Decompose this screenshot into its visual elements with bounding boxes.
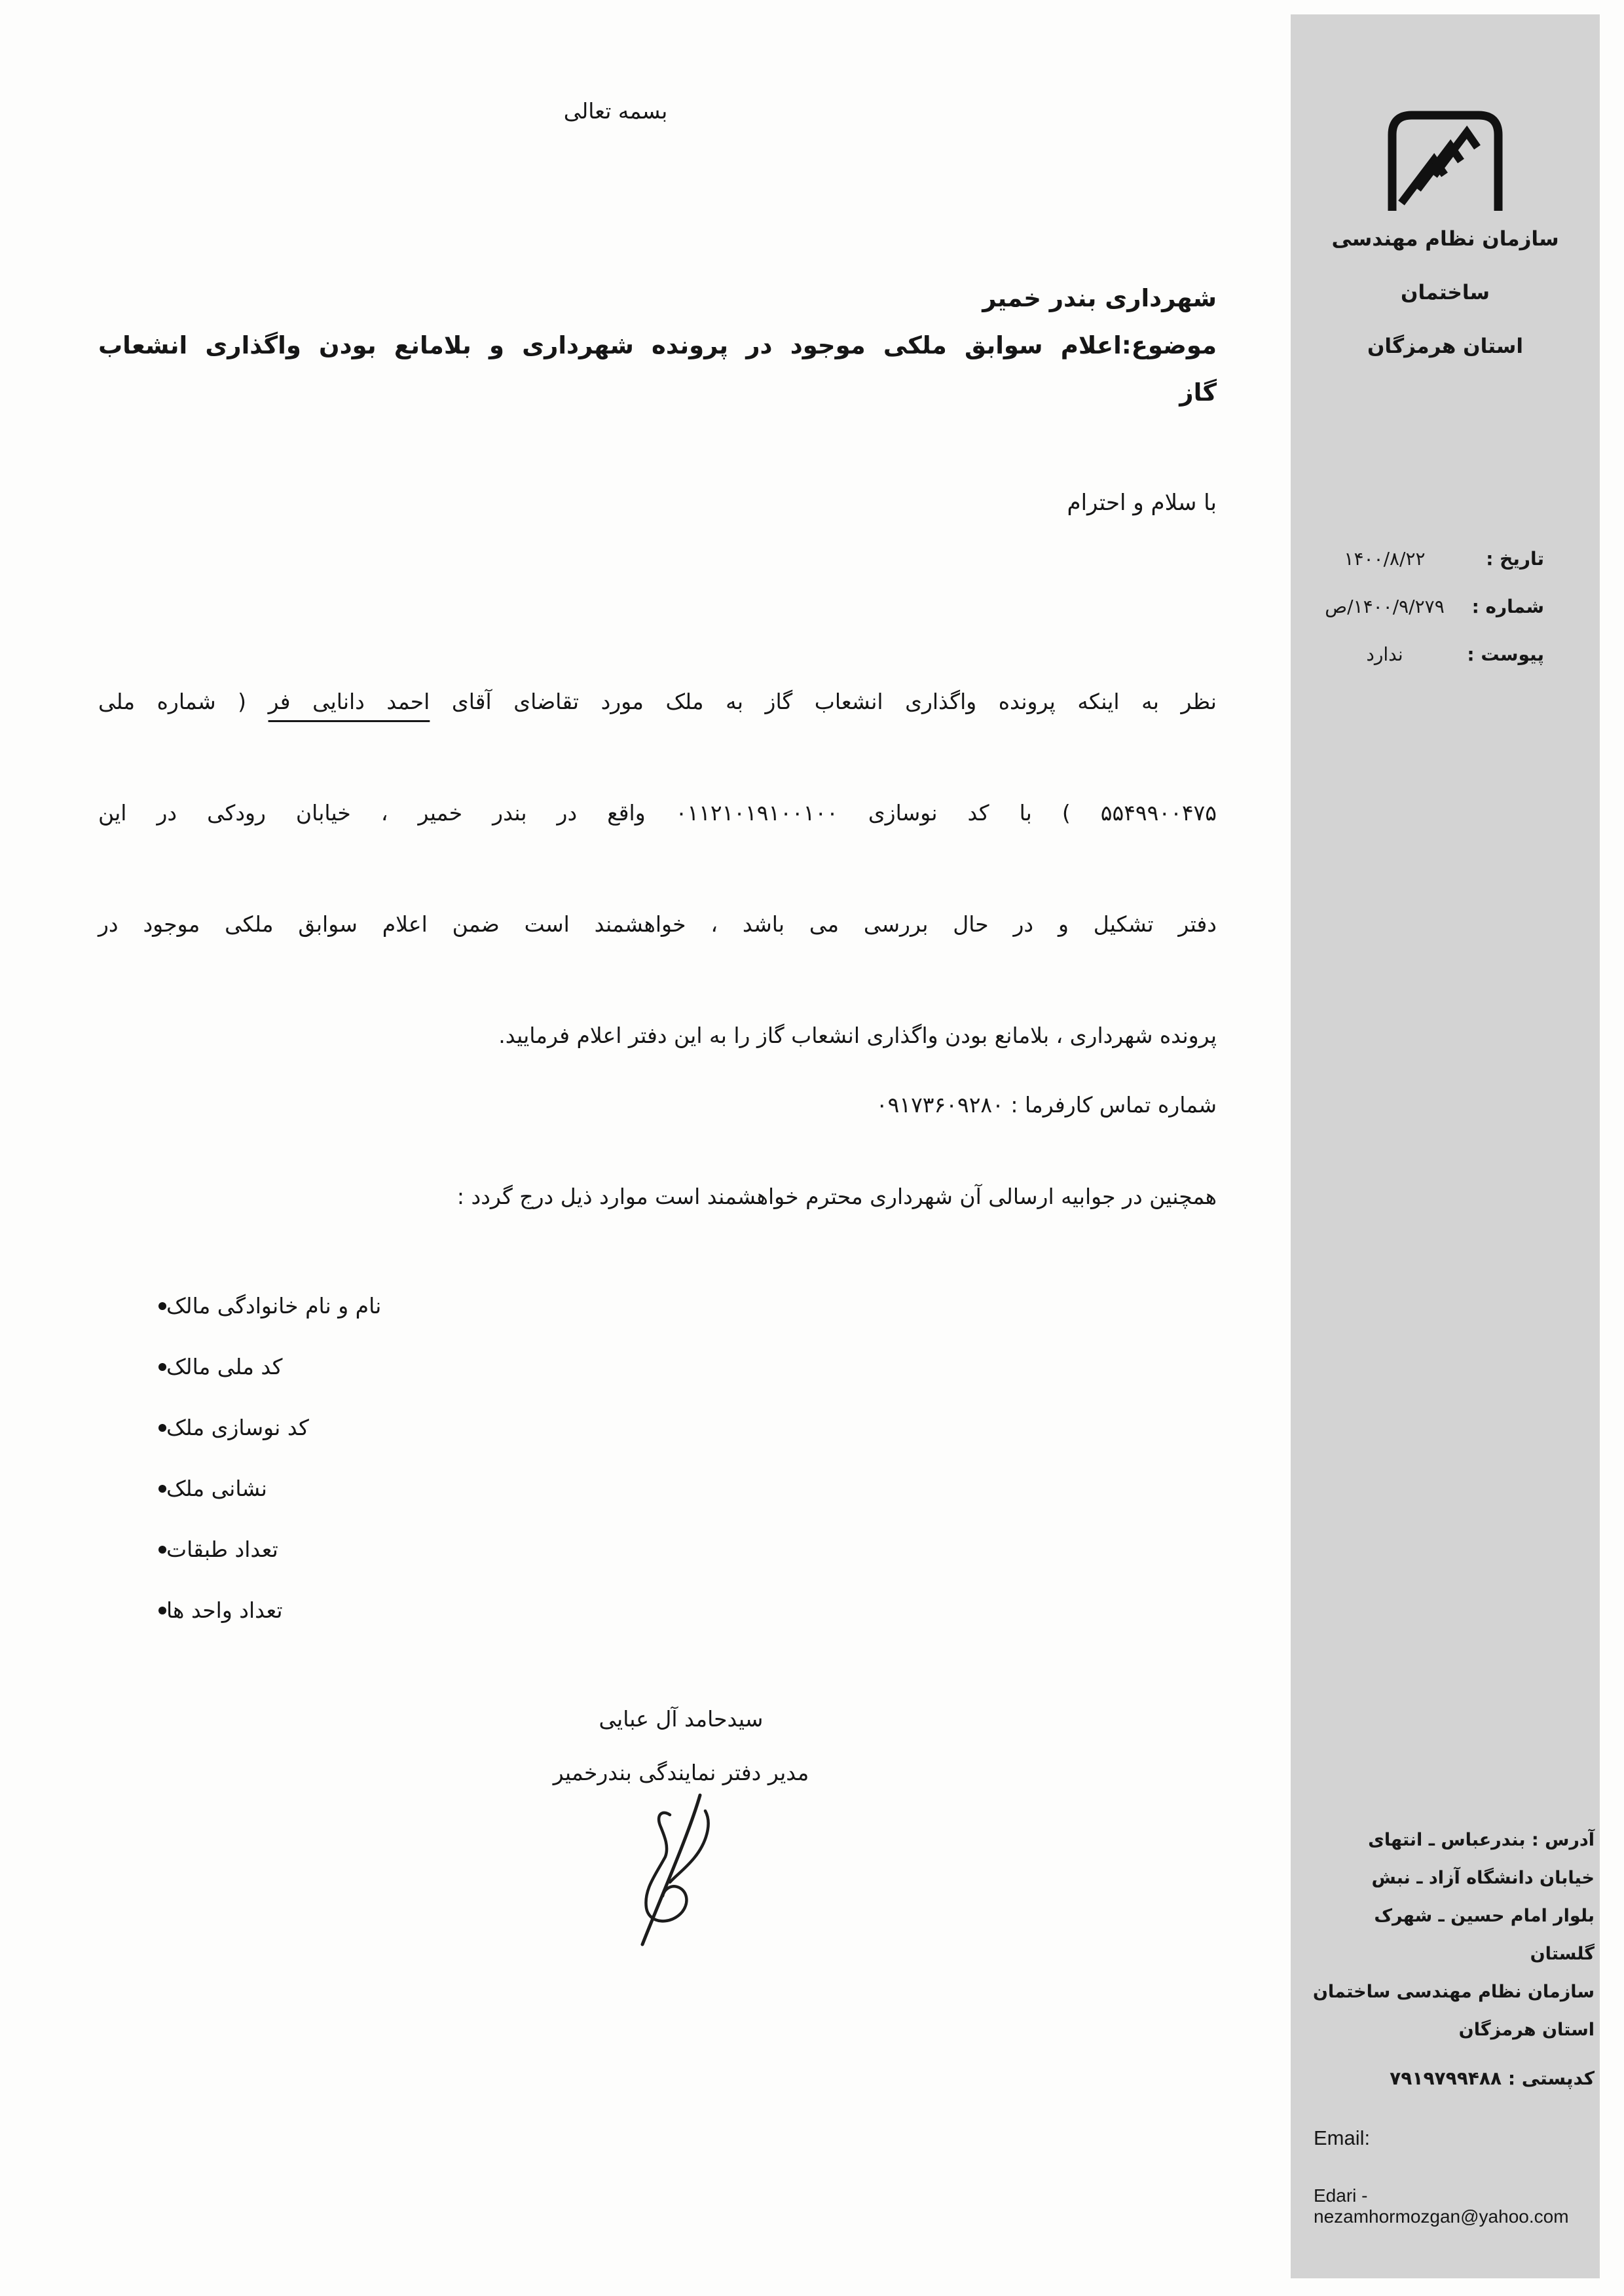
body-line-1-post: ( شماره ملی xyxy=(98,689,268,714)
list-item xyxy=(131,1519,720,1580)
list-item xyxy=(131,1275,720,1336)
organization-name-line-1: سازمان نظام مهندسی ساختمان xyxy=(1331,227,1559,304)
bullet-icon xyxy=(158,1424,166,1432)
address-line: خیابان دانشگاه آزاد ـ نبش xyxy=(1371,1868,1595,1888)
body-line-1 xyxy=(98,676,1217,728)
employer-phone-line: شماره تماس کارفرما : ۰۹۱۷۳۶۰۹۲۸۰ xyxy=(876,1092,1217,1118)
signature-block xyxy=(478,1692,884,1800)
organization-name xyxy=(1291,212,1600,373)
letter-meta-fields xyxy=(1291,535,1600,678)
organization-address xyxy=(1291,1821,1600,2049)
body-line-3: دفتر تشکیل و در حال بررسی می باشد ، خواهشمند است ضمن اعلام سوابق ملکی موجود در xyxy=(98,911,1217,937)
bullet-icon xyxy=(158,1363,166,1371)
applicant-name: احمد دانایی فر xyxy=(268,689,430,714)
required-items-list xyxy=(131,1275,720,1641)
list-item-label: کد ملی مالک xyxy=(166,1354,283,1379)
email-address: Edari - nezamhormozgan@yahoo.com xyxy=(1314,2185,1569,2227)
bullet-icon xyxy=(158,1302,166,1310)
address-line: سازمان نظام مهندسی ساختمان xyxy=(1312,1982,1595,2002)
attachment-label: پیوست : xyxy=(1467,644,1544,665)
email-label: Email: xyxy=(1314,2126,1371,2149)
body-line-4: پرونده شهرداری ، بلامانع بودن واگذاری انشعاب گاز را به این دفتر اعلام فرمایید. xyxy=(498,1023,1217,1048)
request-line: همچنین در جوابیه ارسالی آن شهرداری محترم خواهشمند است موارد ذیل درج گردد : xyxy=(456,1184,1217,1209)
list-item-label: نام و نام خانوادگی مالک xyxy=(166,1293,382,1319)
attachment-value: ندارد xyxy=(1366,644,1403,665)
attachment-field xyxy=(1307,630,1544,678)
address-line: استان هرمزگان xyxy=(1458,2020,1595,2040)
organization-logo-icon xyxy=(1291,105,1600,220)
date-label: تاریخ : xyxy=(1486,548,1544,570)
list-item-label: نشانی ملک xyxy=(166,1476,267,1501)
number-field xyxy=(1307,583,1544,630)
organization-name-line-2: استان هرمزگان xyxy=(1367,335,1524,358)
list-item-label: کد نوسازی ملک xyxy=(166,1415,309,1440)
body-line-2: ۵۵۴۹۹۰۰۴۷۵ ) با کد نوسازی ۰۱۱۲۱۰۱۹۱۰۰۱۰۰ واقع در بندر خمیر ، خیابان رودکی در این xyxy=(98,800,1217,826)
list-item-label: تعداد واحد ها xyxy=(166,1597,283,1623)
postal-code-line: کدپستی : ۷۹۱۹۷۹۹۴۸۸ xyxy=(1390,2068,1595,2089)
list-item xyxy=(131,1580,720,1641)
address-line: آدرس : بندرعباس ـ انتهای xyxy=(1368,1830,1595,1850)
list-item xyxy=(131,1336,720,1397)
letter-header xyxy=(98,275,1217,416)
basmala-text: بسمه تعالی xyxy=(563,98,668,124)
list-item-label: تعداد طبقات xyxy=(166,1537,278,1562)
bullet-icon xyxy=(158,1485,166,1493)
subject-line-1: موضوع:اعلام سوابق ملکی موجود در پرونده شهرداری و بلامانع بودن واگذاری انشعاب xyxy=(98,331,1217,359)
recipient-line: شهرداری بندر خمیر xyxy=(982,284,1217,312)
number-label: شماره : xyxy=(1471,596,1544,617)
subject-line-2: گاز xyxy=(1179,378,1217,407)
bullet-icon xyxy=(158,1607,166,1614)
signer-title: مدیر دفتر نمایندگی بندرخمیر xyxy=(553,1760,809,1785)
handwritten-signature-scribble xyxy=(632,1793,724,1946)
address-line: گلستان xyxy=(1530,1944,1595,1964)
bullet-icon xyxy=(158,1546,166,1554)
salutation-line: با سلام و احترام xyxy=(1067,490,1217,516)
list-item xyxy=(131,1458,720,1519)
date-value: ۱۴۰۰/۸/۲۲ xyxy=(1344,548,1426,570)
number-value: ۱۴۰۰/۹/۲۷۹/ص xyxy=(1325,596,1445,617)
letterhead-sidebar xyxy=(1291,14,1600,2278)
address-line: بلوار امام حسین ـ شهرک xyxy=(1374,1906,1595,1926)
signer-name: سیدحامد آل عبایی xyxy=(599,1706,764,1732)
list-item xyxy=(131,1397,720,1458)
date-field xyxy=(1307,535,1544,583)
body-line-1-pre: نظر به اینکه پرونده واگذاری انشعاب گاز به ملک مورد تقاضای آقای xyxy=(430,689,1217,714)
